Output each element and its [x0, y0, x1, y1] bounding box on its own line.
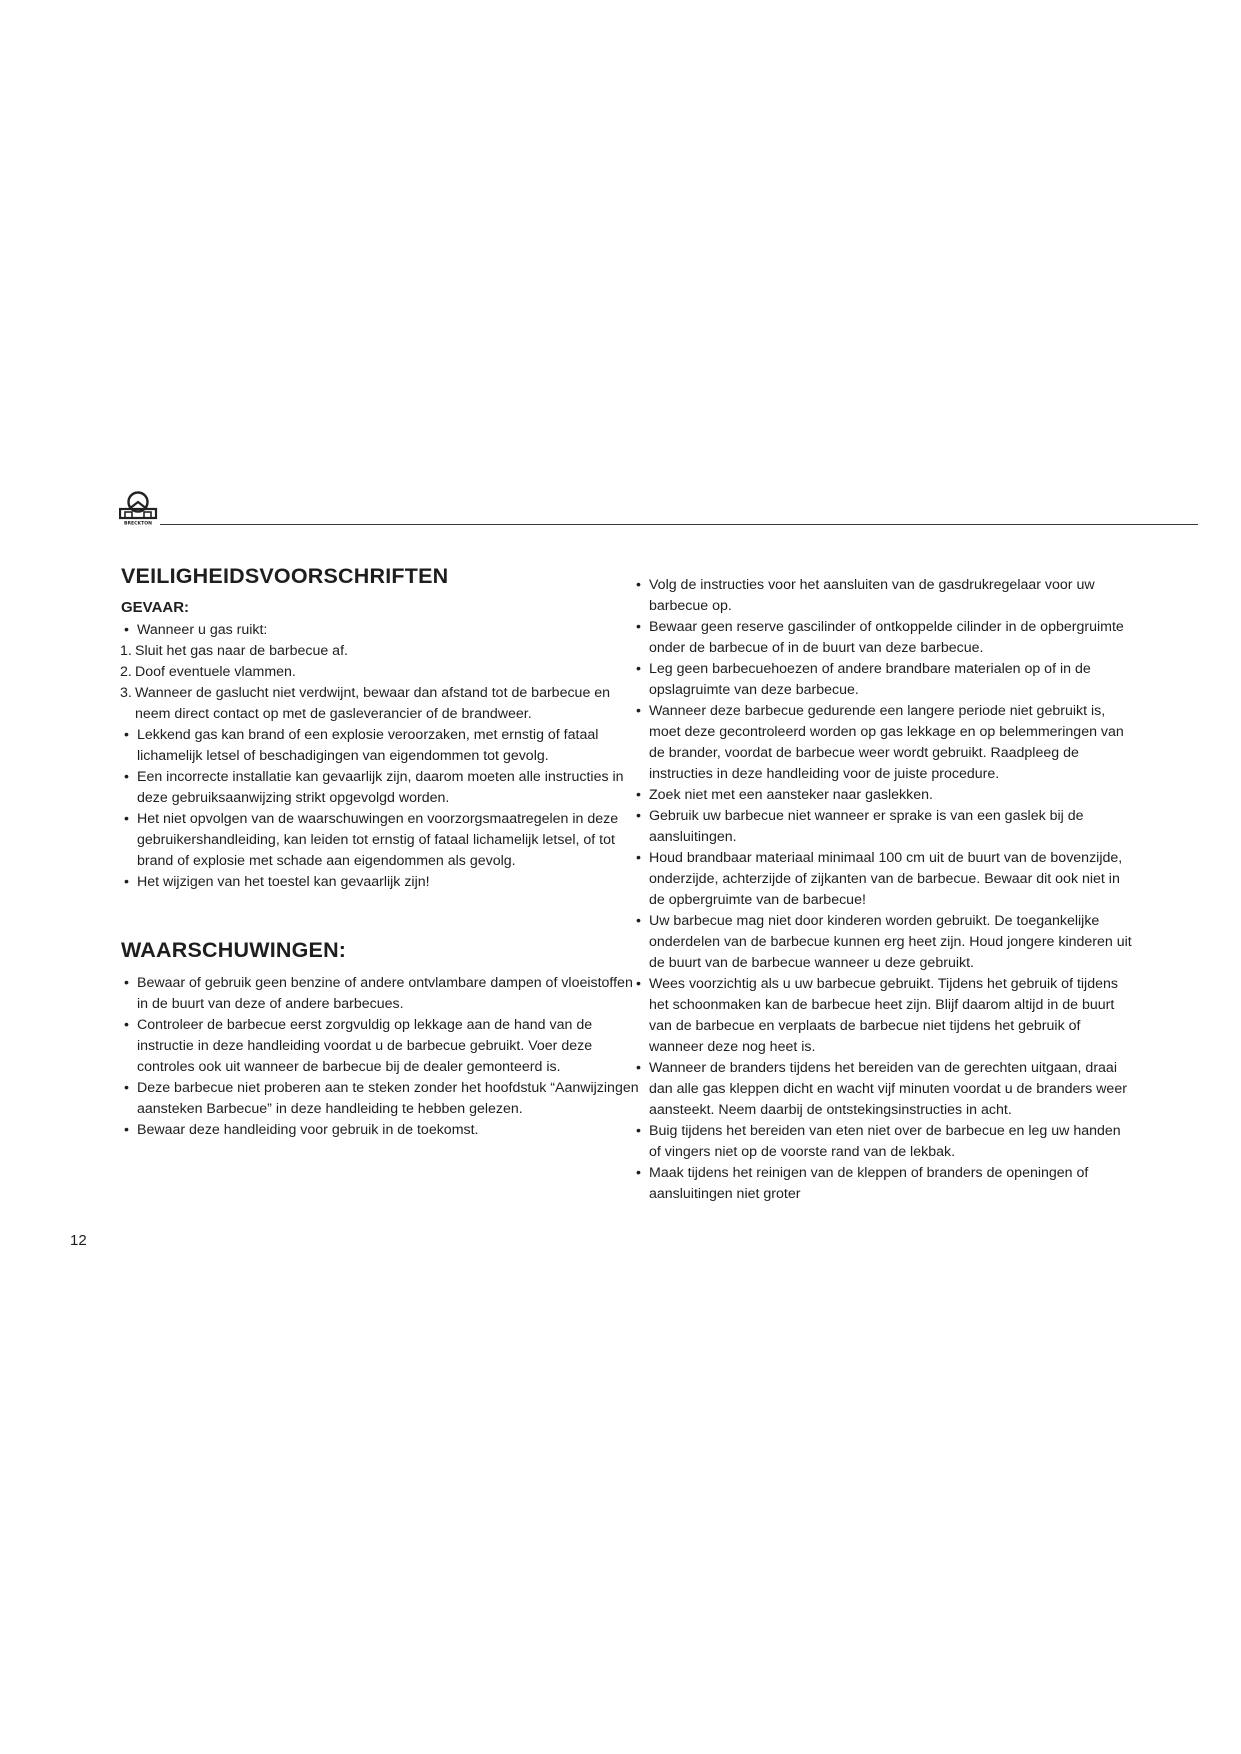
list-item: • Leg geen barbecuehoezen of andere brandbare materialen op of in de opslagruimte van deze barbecue.: [633, 659, 1133, 701]
list-item: • Het wijzigen van het toestel kan gevaarlijk zijn!: [121, 872, 641, 893]
warnings-list: [121, 973, 641, 1141]
list-item: • Het niet opvolgen van de waarschuwingen en voorzorgsmaatregelen in deze gebruikershandleiding, kan leiden tot ernstig of fataal lichamelijk letsel, of tot brand of explosie met schade aan eigendommen als gevolg.: [121, 809, 641, 872]
list-item: • Maak tijdens het reinigen van de kleppen of branders de openingen of aansluitingen niet groter: [633, 1163, 1133, 1205]
list-item: • Bewaar deze handleiding voor gebruik in de toekomst.: [121, 1120, 641, 1141]
brand-logo: [119, 490, 159, 526]
list-item: • Wanneer u gas ruikt:: [121, 620, 641, 641]
danger-bullets: [121, 725, 641, 893]
page-number: 12: [70, 1232, 87, 1249]
danger-title: GEVAAR:: [121, 599, 190, 616]
list-item: • Controleer de barbecue eerst zorgvuldig op lekkage aan de hand van de instructie in deze handleiding voordat u de barbecue gebruikt. Voer deze controles ook uit wanneer de barbecue bij de dealer gemonteerd is.: [121, 1015, 641, 1078]
list-item: • Uw barbecue mag niet door kinderen worden gebruikt. De toegankelijke onderdelen van de barbecue kunnen erg heet zijn. Houd jongere kinderen uit de buurt van de barbecue wanneer u deze gebruikt.: [633, 911, 1133, 974]
list-item: • Gebruik uw barbecue niet wanneer er sprake is van een gaslek bij de aansluitingen.: [633, 806, 1133, 848]
gas-steps-list: [121, 641, 641, 725]
list-item: • Een incorrecte installatie kan gevaarlijk zijn, daarom moeten alle instructies in deze gebruiksaanwijzing strikt opgevolgd worden.: [121, 767, 641, 809]
safety-title: VEILIGHEIDSVOORSCHRIFTEN: [121, 564, 449, 588]
list-item: 2. Doof eventuele vlammen.: [120, 664, 296, 680]
header-rule: [160, 524, 1198, 525]
list-item: • Houd brandbaar materiaal minimaal 100 cm uit de buurt van de bovenzijde, onderzijde, achterzijde of zijkanten van de barbecue. Bewaar dit ook niet in de opbergruimte van de barbecue!: [633, 848, 1133, 911]
warnings-title: WAARSCHUWINGEN:: [121, 938, 347, 962]
left-column: [121, 563, 641, 1141]
list-item: • Lekkend gas kan brand of een explosie veroorzaken, met ernstig of fataal lichamelijk letsel of beschadigingen van eigendommen tot gevolg.: [121, 725, 641, 767]
list-item: 1. Sluit het gas naar de barbecue af.: [120, 643, 348, 659]
list-item: • Deze barbecue niet proberen aan te steken zonder het hoofdstuk “Aanwijzingen aansteken Barbecue” in deze handleiding te hebben gelezen.: [121, 1078, 641, 1120]
list-item: • Zoek niet met een aansteker naar gaslekken.: [633, 785, 1133, 806]
brand-house-logo-icon: [119, 490, 159, 526]
list-item: • Wanneer deze barbecue gedurende een langere periode niet gebruikt is, moet deze gecontroleerd worden op gas lekkage en op belemmeringen van de brander, voordat de barbecue weer wordt gebruikt. Raadpleeg de instructies in deze handleiding voor de juiste procedure.: [633, 701, 1133, 785]
right-warnings-list: [633, 575, 1133, 1205]
list-item: • Buig tijdens het bereiden van eten niet over de barbecue en leg uw handen of vingers niet op de voorste rand van de lekbak.: [633, 1121, 1133, 1163]
list-item: • Wees voorzichtig als u uw barbecue gebruikt. Tijdens het gebruik of tijdens het schoonmaken kan de barbecue heet zijn. Blijf daarom altijd in de buurt van de barbecue en verplaats de barbecue niet tijdens het gebruik of wanneer deze nog heet is.: [633, 974, 1133, 1058]
right-column: [633, 575, 1133, 1205]
brand-logo-text: BRECKTON: [124, 521, 152, 526]
list-item: • Volg de instructies voor het aansluiten van de gasdrukregelaar voor uw barbecue op.: [633, 575, 1133, 617]
list-item: • Wanneer de branders tijdens het bereiden van de gerechten uitgaan, draai dan alle gas kleppen dicht en wacht vijf minuten voordat u de branders weer aansteekt. Neem daarbij de ontstekingsinstructies in acht.: [633, 1058, 1133, 1121]
list-item: • Bewaar geen reserve gascilinder of ontkoppelde cilinder in de opbergruimte onder de barbecue of in de buurt van deze barbecue.: [633, 617, 1133, 659]
list-item: • Bewaar of gebruik geen benzine of andere ontvlambare dampen of vloeistoffen in de buurt van deze of andere barbecues.: [121, 973, 641, 1015]
gas-smell-list: [121, 620, 641, 641]
list-item: 3. Wanneer de gaslucht niet verdwijnt, bewaar dan afstand tot de barbecue en neem direct contact op met de gasleverancier of de brandweer.: [120, 685, 611, 722]
